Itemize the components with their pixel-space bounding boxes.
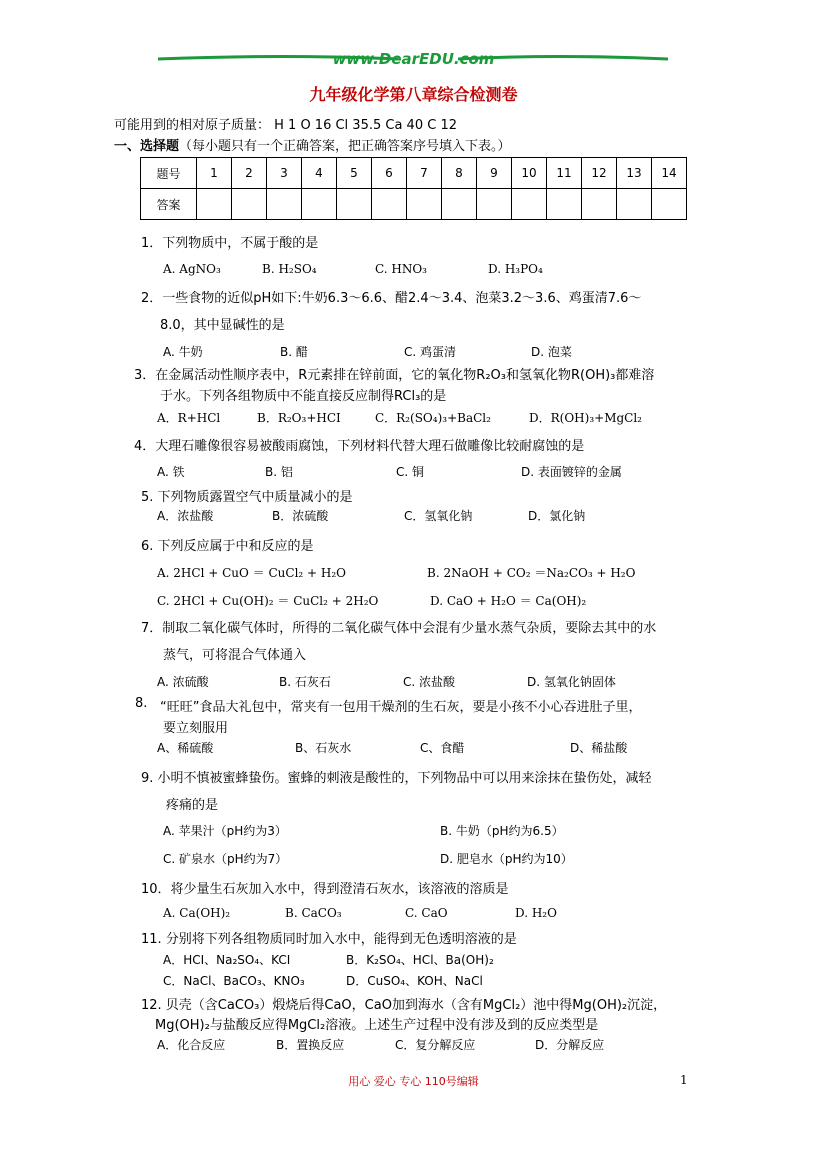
q12-option-a: A．化合反应 [157,1038,226,1052]
atomic-mass-line: 可能用到的相对原子质量： H 1 O 16 Cl 35.5 Ca 40 C 12 [114,118,457,133]
table-cell-number: 12 [582,158,617,189]
q2-option-a: A. 牛奶 [163,345,203,359]
question-8-stem: “旺旺”食品大礼包中，常夹有一包用干燥剂的生石灰，要是小孩不小心吞进肚子里， [160,700,642,715]
question-11-stem: 11. 分别将下列各组物质同时加入水中，能得到无色透明溶液的是 [141,932,517,947]
q12-option-b: B．置换反应 [276,1038,345,1052]
question-2-stem-cont: 8.0，其中显碱性的是 [160,318,285,333]
q8-option-c: C、食醋 [420,741,465,755]
q5-option-c: C．氢氧化钠 [404,509,473,523]
question-1-stem: 1．下列物质中，不属于酸的是 [141,236,319,251]
question-12-stem: 12. 贝壳（含CaCO₃）煅烧后得CaO，CaO加到海水（含有MgCl₂）池中得Mg(OH)₂沉淀， [141,998,667,1013]
q8-option-b: B、石灰水 [295,741,352,755]
q10-option-a: A. Ca(OH)₂ [163,906,231,920]
answer-cell[interactable] [582,189,617,220]
table-cell-number: 7 [407,158,442,189]
q4-option-c: C. 铜 [396,465,425,479]
q1-option-d: D. H₃PO₄ [488,262,543,276]
answer-cell[interactable] [372,189,407,220]
table-cell-number: 8 [442,158,477,189]
table-label-number: 题号 [141,158,197,189]
question-10-stem: 10．将少量生石灰加入水中，得到澄清石灰水，该溶液的溶质是 [141,882,509,897]
section1-heading [114,135,511,154]
question-7-stem: 7．制取二氧化碳气体时，所得的二氧化碳气体中会混有少量水蒸气杂质，要除去其中的水 [141,621,657,636]
q10-option-b: B. CaCO₃ [285,906,342,920]
q6-option-c: C. 2HCl + Cu(OH)₂ ＝ CuCl₂ + 2H₂O [157,594,379,608]
table-row-answers [141,189,687,220]
table-cell-number: 11 [547,158,582,189]
q3-option-a: A．R+HCl [157,411,221,425]
q7-option-d: D. 氢氧化钠固体 [527,675,616,689]
q11-option-a: A．HCI、Na₂SO₄、KCI [163,953,291,967]
q6-option-b: B. 2NaOH + CO₂ ＝Na₂CO₃ + H₂O [427,566,636,580]
q9-option-b: B. 牛奶（pH约为6.5） [440,824,564,838]
q4-option-b: B. 铝 [265,465,293,479]
answer-cell[interactable] [442,189,477,220]
answer-cell[interactable] [512,189,547,220]
q9-option-d: D. 肥皂水（pH约为10） [440,852,573,866]
question-8-number: 8. [135,696,148,711]
q11-option-d: D．CuSO₄、KOH、NaCl [346,974,483,988]
table-row-numbers [141,158,687,189]
section1-note: （每小题只有一个正确答案，把正确答案序号填入下表。） [179,139,511,154]
answer-cell[interactable] [407,189,442,220]
question-5-stem: 5. 下列物质露置空气中质量减小的是 [141,490,353,505]
q9-option-a: A. 苹果汁（pH约为3） [163,824,287,838]
q10-option-c: C. CaO [405,906,448,920]
q4-option-d: D. 表面镀锌的金属 [521,465,622,479]
question-9-stem: 9. 小明不慎被蜜蜂蛰伤。蜜蜂的刺液是酸性的，下列物品中可以用来涂抹在蛰伤处，减轻 [141,771,652,786]
table-cell-number: 4 [302,158,337,189]
q11-option-c: C．NaCl、BaCO₃、KNO₃ [163,974,305,988]
answer-cell[interactable] [267,189,302,220]
answer-cell[interactable] [547,189,582,220]
section1-title: 一、选择题 [114,139,180,154]
table-label-answer: 答案 [141,189,197,220]
answer-cell[interactable] [652,189,687,220]
answer-cell[interactable] [477,189,512,220]
q3-option-b: B．R₂O₃+HCI [257,411,341,425]
q2-option-c: C. 鸡蛋清 [404,345,457,359]
q5-option-b: B．浓硫酸 [272,509,329,523]
question-9-stem-cont: 疼痛的是 [166,798,219,813]
question-3-stem: 3．在金属活动性顺序表中，R元素排在锌前面，它的氧化物R₂O₃和氢氧化物R(OH)₃都难溶 [134,368,655,383]
question-12-stem-cont: Mg(OH)₂与盐酸反应得MgCl₂溶液。上述生产过程中没有涉及到的反应类型是 [155,1018,599,1033]
q1-option-b: B. H₂SO₄ [262,262,317,276]
q8-option-a: A、稀硫酸 [157,741,214,755]
answer-cell[interactable] [617,189,652,220]
q5-option-a: A．浓盐酸 [157,509,214,523]
table-cell-number: 3 [267,158,302,189]
answer-cell[interactable] [302,189,337,220]
q6-option-a: A. 2HCl + CuO ＝ CuCl₂ + H₂O [157,566,347,580]
header-url[interactable]: www.DearEDU.com [332,50,495,68]
q1-option-c: C. HNO₃ [375,262,427,276]
question-3-stem-cont: 于水。下列各组物质中不能直接反应制得RCl₃的是 [160,389,447,404]
q11-option-b: B．K₂SO₄、HCl、Ba(OH)₂ [346,953,494,967]
question-8-stem-cont: 要立刻服用 [163,721,229,736]
q12-option-d: D．分解反应 [535,1038,605,1052]
q7-option-b: B. 石灰石 [279,675,331,689]
q7-option-c: C. 浓盐酸 [403,675,456,689]
answer-table [140,157,687,220]
table-cell-number: 13 [617,158,652,189]
answer-cell[interactable] [232,189,267,220]
q12-option-c: C．复分解反应 [395,1038,476,1052]
q2-option-d: D. 泡菜 [531,345,572,359]
question-6-stem: 6. 下列反应属于中和反应的是 [141,539,314,554]
q7-option-a: A. 浓硫酸 [157,675,209,689]
q3-option-c: C．R₂(SO₄)₃+BaCl₂ [375,411,491,425]
page-number: 1 [680,1073,688,1087]
q10-option-d: D. H₂O [515,906,557,920]
q8-option-d: D、稀盐酸 [570,741,628,755]
table-cell-number: 5 [337,158,372,189]
footer-text: 用心 爱心 专心 110号编辑 [348,1075,479,1088]
table-cell-number: 10 [512,158,547,189]
q5-option-d: D．氯化钠 [528,509,586,523]
page-title: 九年级化学第八章综合检测卷 [309,85,518,104]
q3-option-d: D．R(OH)₃+MgCl₂ [529,411,642,425]
table-cell-number: 1 [197,158,232,189]
q1-option-a: A. AgNO₃ [163,262,221,276]
question-4-stem: 4．大理石雕像很容易被酸雨腐蚀，下列材料代替大理石做雕像比较耐腐蚀的是 [134,439,585,454]
table-cell-number: 9 [477,158,512,189]
answer-cell[interactable] [197,189,232,220]
q6-option-d: D. CaO + H₂O ＝ Ca(OH)₂ [430,594,587,608]
table-cell-number: 6 [372,158,407,189]
question-7-stem-cont: 蒸气，可将混合气体通入 [163,648,307,663]
q4-option-a: A. 铁 [157,465,185,479]
table-cell-number: 14 [652,158,687,189]
table-cell-number: 2 [232,158,267,189]
q9-option-c: C. 矿泉水（pH约为7） [163,852,288,866]
answer-cell[interactable] [337,189,372,220]
q2-option-b: B. 醋 [280,345,308,359]
question-2-stem: 2．一些食物的近似pH如下:牛奶6.3～6.6、醋2.4～3.4、泡菜3.2～3.6、鸡蛋清7.6～ [141,291,642,306]
